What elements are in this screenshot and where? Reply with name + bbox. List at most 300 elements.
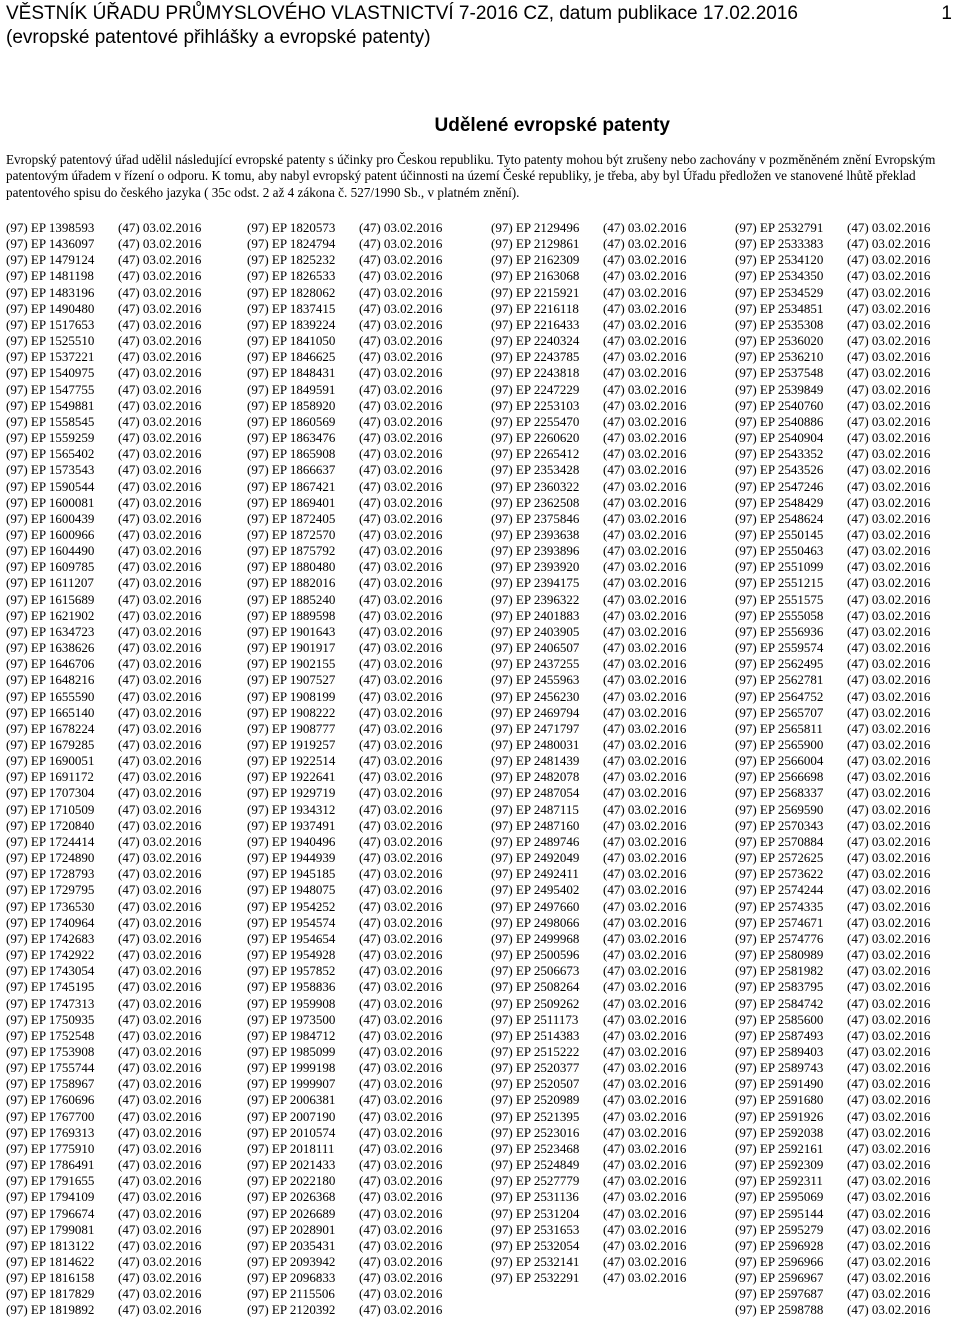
- grant-date: (47) 03.02.2016: [603, 365, 687, 381]
- grant-date: (47) 03.02.2016: [847, 413, 931, 429]
- patent-number: (97) EP 1634723: [6, 623, 95, 639]
- grant-date: (47) 03.02.2016: [603, 963, 687, 979]
- patent-number: (97) EP 2497660: [491, 898, 580, 914]
- grant-date: (47) 03.02.2016: [118, 300, 202, 316]
- patent-entry: [491, 1238, 731, 1254]
- grant-date: (47) 03.02.2016: [847, 914, 931, 930]
- grant-date: (47) 03.02.2016: [603, 478, 687, 494]
- patent-entry: [247, 1125, 487, 1141]
- patent-number: (97) EP 2437255: [491, 656, 580, 672]
- grant-date: (47) 03.02.2016: [359, 737, 443, 752]
- patent-entry: [6, 252, 246, 268]
- patent-number: (97) EP 1743054: [6, 963, 95, 979]
- patent-number: (97) EP 1985099: [247, 1043, 336, 1059]
- grant-date: (47) 03.02.2016: [603, 300, 687, 316]
- grant-date: (47) 03.02.2016: [603, 898, 687, 914]
- grant-date: (47) 03.02.2016: [118, 785, 202, 801]
- patent-entry: [6, 1060, 246, 1076]
- patent-number: (97) EP 2589743: [735, 1060, 824, 1076]
- patent-entry: [247, 527, 487, 543]
- patent-entry: [735, 495, 960, 511]
- patent-number: (97) EP 2573622: [735, 866, 824, 882]
- grant-date: (47) 03.02.2016: [603, 656, 687, 672]
- patent-number: (97) EP 1775910: [6, 1140, 95, 1156]
- patent-number: (97) EP 1481198: [6, 268, 94, 284]
- patent-entry: [735, 769, 960, 785]
- patent-number: (97) EP 2551215: [735, 575, 824, 591]
- patent-entry: [247, 365, 487, 381]
- patent-number: (97) EP 2120392: [247, 1302, 336, 1318]
- grant-date: (47) 03.02.2016: [359, 1189, 443, 1205]
- patent-number: (97) EP 1948075: [247, 882, 336, 898]
- patent-number: (97) EP 2396322: [491, 591, 580, 607]
- patent-number: (97) EP 2566698: [735, 769, 824, 785]
- patent-number: (97) EP 1747313: [6, 995, 95, 1011]
- patent-number: (97) EP 2021433: [247, 1157, 336, 1173]
- patent-entry: [491, 899, 731, 915]
- patent-entry: [247, 398, 487, 414]
- patent-entry: [735, 947, 960, 963]
- patent-entry: [247, 866, 487, 882]
- patent-entry: [6, 785, 246, 801]
- patent-entry: [247, 882, 487, 898]
- patent-entry: [491, 398, 731, 414]
- patent-entry: [247, 252, 487, 268]
- patent-entry: [735, 915, 960, 931]
- patent-number: (97) EP 1755744: [6, 1060, 95, 1076]
- grant-date: (47) 03.02.2016: [359, 381, 443, 397]
- grant-date: (47) 03.02.2016: [359, 300, 443, 316]
- grant-date: (47) 03.02.2016: [359, 591, 443, 607]
- patent-entry: [6, 737, 246, 753]
- patent-number: (97) EP 2550145: [735, 526, 824, 542]
- patent-number: (97) EP 1740964: [6, 914, 95, 930]
- grant-date: (47) 03.02.2016: [603, 688, 687, 704]
- patent-entry: [735, 1302, 960, 1318]
- patent-entry: [247, 462, 487, 478]
- grant-date: (47) 03.02.2016: [359, 720, 443, 736]
- grant-date: (47) 03.02.2016: [847, 478, 931, 494]
- patent-number: (97) EP 2589403: [735, 1043, 824, 1059]
- grant-date: (47) 03.02.2016: [847, 979, 931, 995]
- patent-entry: [491, 1028, 731, 1044]
- patent-number: (97) EP 1973500: [247, 1011, 336, 1027]
- grant-date: (47) 03.02.2016: [359, 478, 443, 494]
- grant-date: (47) 03.02.2016: [847, 1108, 931, 1124]
- grant-date: (47) 03.02.2016: [359, 607, 443, 623]
- patent-number: (97) EP 2010574: [247, 1124, 336, 1140]
- grant-date: (47) 03.02.2016: [603, 1027, 687, 1043]
- patent-entry: [735, 672, 960, 688]
- grant-date: (47) 03.02.2016: [603, 543, 687, 559]
- grant-date: (47) 03.02.2016: [359, 947, 443, 963]
- patent-entry: [735, 559, 960, 575]
- patent-entry: [491, 689, 731, 705]
- patent-entry: [247, 737, 487, 753]
- grant-date: (47) 03.02.2016: [603, 817, 687, 833]
- grant-date: (47) 03.02.2016: [118, 478, 202, 494]
- patent-number: (97) EP 1573543: [6, 462, 95, 478]
- patent-entry: [247, 1044, 487, 1060]
- patent-entry: [6, 721, 246, 737]
- patent-number: (97) EP 2597687: [735, 1286, 824, 1302]
- patent-number: (97) EP 2007190: [247, 1108, 336, 1124]
- patent-number: (97) EP 2401883: [491, 607, 580, 623]
- patent-number: (97) EP 1745195: [6, 979, 95, 995]
- patent-number: (97) EP 2216118: [491, 300, 579, 316]
- patent-entry: [735, 575, 960, 591]
- patent-number: (97) EP 1865908: [247, 446, 336, 462]
- patent-entry: [247, 947, 487, 963]
- patent-number: (97) EP 2129861: [491, 236, 580, 252]
- grant-date: (47) 03.02.2016: [118, 850, 202, 866]
- grant-date: (47) 03.02.2016: [359, 349, 443, 365]
- grant-date: (47) 03.02.2016: [359, 753, 443, 769]
- patent-entry: [247, 1060, 487, 1076]
- patent-entry: [735, 1028, 960, 1044]
- patent-number: (97) EP 1724414: [6, 833, 95, 849]
- patent-number: (97) EP 2539849: [735, 381, 824, 397]
- patent-number: (97) EP 1848431: [247, 365, 336, 381]
- patent-number: (97) EP 1796674: [6, 1205, 95, 1221]
- patent-entry: [247, 785, 487, 801]
- grant-date: (47) 03.02.2016: [359, 930, 443, 946]
- patent-number: (97) EP 2394175: [491, 575, 580, 591]
- patent-entry: [247, 769, 487, 785]
- patent-number: (97) EP 1937491: [247, 817, 336, 833]
- patent-number: (97) EP 1929719: [247, 785, 336, 801]
- grant-date: (47) 03.02.2016: [359, 543, 443, 559]
- patent-number: (97) EP 2548429: [735, 494, 824, 510]
- patent-entry: [6, 1222, 246, 1238]
- patent-entry: [247, 317, 487, 333]
- grant-date: (47) 03.02.2016: [118, 284, 202, 300]
- patent-entry: [735, 608, 960, 624]
- patent-number: (97) EP 2540904: [735, 430, 824, 446]
- patent-entry: [491, 1189, 731, 1205]
- grant-date: (47) 03.02.2016: [847, 704, 931, 720]
- grant-date: (47) 03.02.2016: [118, 1011, 202, 1027]
- patent-number: (97) EP 2574244: [735, 882, 824, 898]
- patent-entry: [491, 462, 731, 478]
- patent-entry: [247, 899, 487, 915]
- patent-entry: [735, 689, 960, 705]
- grant-date: (47) 03.02.2016: [118, 1157, 202, 1173]
- patent-entry: [6, 866, 246, 882]
- patent-number: (97) EP 2570343: [735, 817, 824, 833]
- patent-entry: [6, 979, 246, 995]
- grant-date: (47) 03.02.2016: [359, 1173, 443, 1189]
- grant-date: (47) 03.02.2016: [847, 640, 931, 656]
- patent-entry: [491, 1012, 731, 1028]
- patent-entry: [491, 608, 731, 624]
- patent-number: (97) EP 2543352: [735, 446, 824, 462]
- patent-number: (97) EP 1678224: [6, 720, 95, 736]
- patent-entry: [6, 705, 246, 721]
- patent-entry: [6, 672, 246, 688]
- patent-number: (97) EP 2520377: [491, 1060, 580, 1076]
- patent-number: (97) EP 1750935: [6, 1011, 95, 1027]
- patent-number: (97) EP 1814622: [6, 1254, 95, 1269]
- patent-entry: [735, 802, 960, 818]
- patent-number: (97) EP 1846625: [247, 349, 336, 365]
- patent-entry: [6, 511, 246, 527]
- grant-date: (47) 03.02.2016: [118, 381, 202, 397]
- patent-number: (97) EP 1837415: [247, 300, 336, 316]
- patent-number: (97) EP 2592309: [735, 1157, 824, 1173]
- patent-entry: [735, 979, 960, 995]
- grant-date: (47) 03.02.2016: [847, 397, 931, 413]
- patent-number: (97) EP 1959908: [247, 995, 336, 1011]
- patent-number: (97) EP 1758967: [6, 1076, 95, 1092]
- patent-entry: [6, 915, 246, 931]
- grant-date: (47) 03.02.2016: [847, 1173, 931, 1189]
- patent-number: (97) EP 2456230: [491, 688, 580, 704]
- patent-entry: [6, 527, 246, 543]
- patent-number: (97) EP 1820573: [247, 220, 336, 235]
- patent-entry: [735, 866, 960, 882]
- patent-number: (97) EP 2247229: [491, 381, 580, 397]
- patent-number: (97) EP 2564752: [735, 688, 824, 704]
- patent-entry: [735, 1157, 960, 1173]
- patent-entry: [735, 1222, 960, 1238]
- grant-date: (47) 03.02.2016: [847, 1302, 931, 1318]
- patent-entry: [491, 802, 731, 818]
- grant-date: (47) 03.02.2016: [359, 252, 443, 268]
- grant-date: (47) 03.02.2016: [847, 1060, 931, 1076]
- patent-number: (97) EP 1794109: [6, 1189, 95, 1205]
- grant-date: (47) 03.02.2016: [118, 1270, 202, 1286]
- patent-number: (97) EP 2595069: [735, 1189, 824, 1205]
- patent-number: (97) EP 2592311: [735, 1173, 823, 1189]
- grant-date: (47) 03.02.2016: [847, 866, 931, 882]
- patent-entry: [6, 398, 246, 414]
- grant-date: (47) 03.02.2016: [847, 1027, 931, 1043]
- patent-number: (97) EP 2595279: [735, 1221, 824, 1237]
- grant-date: (47) 03.02.2016: [603, 333, 687, 349]
- patent-entry: [491, 1092, 731, 1108]
- grant-date: (47) 03.02.2016: [847, 753, 931, 769]
- patent-number: (97) EP 1600081: [6, 494, 95, 510]
- grant-date: (47) 03.02.2016: [118, 720, 202, 736]
- grant-date: (47) 03.02.2016: [847, 333, 931, 349]
- grant-date: (47) 03.02.2016: [603, 1140, 687, 1156]
- grant-date: (47) 03.02.2016: [118, 737, 202, 752]
- grant-date: (47) 03.02.2016: [118, 397, 202, 413]
- patent-number: (97) EP 1558545: [6, 413, 95, 429]
- patent-entry: [735, 850, 960, 866]
- patent-number: (97) EP 1791655: [6, 1173, 95, 1189]
- patent-number: (97) EP 1600966: [6, 526, 95, 542]
- patent-number: (97) EP 1525510: [6, 333, 95, 349]
- patent-entry: [247, 592, 487, 608]
- patent-number: (97) EP 2562495: [735, 656, 824, 672]
- patent-entry: [6, 592, 246, 608]
- patent-entry: [735, 317, 960, 333]
- patent-number: (97) EP 2393896: [491, 543, 580, 559]
- grant-date: (47) 03.02.2016: [847, 1092, 931, 1108]
- patent-number: (97) EP 1841050: [247, 333, 336, 349]
- patent-entry: [491, 365, 731, 381]
- patent-entry: [491, 559, 731, 575]
- patent-entry: [247, 495, 487, 511]
- page-header: [6, 2, 956, 50]
- patent-number: (97) EP 1825232: [247, 252, 336, 268]
- patent-entry: [247, 1173, 487, 1189]
- patent-entry: [491, 414, 731, 430]
- grant-date: (47) 03.02.2016: [603, 1221, 687, 1237]
- patent-number: (97) EP 2587493: [735, 1027, 824, 1043]
- patent-entry: [6, 1044, 246, 1060]
- patent-number: (97) EP 2255470: [491, 413, 580, 429]
- patent-number: (97) EP 2393638: [491, 526, 580, 542]
- patent-number: (97) EP 2129496: [491, 220, 580, 235]
- grant-date: (47) 03.02.2016: [847, 462, 931, 478]
- patent-number: (97) EP 2562781: [735, 672, 824, 688]
- grant-date: (47) 03.02.2016: [603, 252, 687, 268]
- grant-date: (47) 03.02.2016: [118, 446, 202, 462]
- patent-number: (97) EP 2574671: [735, 914, 824, 930]
- grant-date: (47) 03.02.2016: [359, 1140, 443, 1156]
- patent-entry: [247, 543, 487, 559]
- grant-date: (47) 03.02.2016: [603, 1173, 687, 1189]
- grant-date: (47) 03.02.2016: [603, 1270, 687, 1286]
- patent-entry: [735, 301, 960, 317]
- patent-entry: [491, 285, 731, 301]
- grant-date: (47) 03.02.2016: [118, 1286, 202, 1302]
- patent-number: (97) EP 2243818: [491, 365, 580, 381]
- grant-date: (47) 03.02.2016: [603, 413, 687, 429]
- grant-date: (47) 03.02.2016: [847, 430, 931, 446]
- grant-date: (47) 03.02.2016: [359, 801, 443, 817]
- grant-date: (47) 03.02.2016: [603, 284, 687, 300]
- patent-number: (97) EP 2596967: [735, 1270, 824, 1286]
- patent-entry: [247, 333, 487, 349]
- patent-number: (97) EP 1984712: [247, 1027, 336, 1043]
- patent-number: (97) EP 2531653: [491, 1221, 580, 1237]
- grant-date: (47) 03.02.2016: [118, 1189, 202, 1205]
- patent-number: (97) EP 2492411: [491, 866, 579, 882]
- grant-date: (47) 03.02.2016: [847, 526, 931, 542]
- grant-date: (47) 03.02.2016: [359, 462, 443, 478]
- patent-number: (97) EP 2532054: [491, 1237, 580, 1253]
- patent-entry: [491, 1141, 731, 1157]
- patent-number: (97) EP 2534851: [735, 300, 824, 316]
- patent-entry: [735, 1189, 960, 1205]
- patent-entry: [6, 1302, 246, 1318]
- patent-number: (97) EP 2506673: [491, 963, 580, 979]
- patent-number: (97) EP 1858920: [247, 397, 336, 413]
- grant-date: (47) 03.02.2016: [118, 1140, 202, 1156]
- patent-number: (97) EP 1398593: [6, 220, 95, 235]
- patent-entry: [247, 446, 487, 462]
- patent-number: (97) EP 2583795: [735, 979, 824, 995]
- patent-number: (97) EP 1611207: [6, 575, 94, 591]
- patent-entry: [735, 1206, 960, 1222]
- patent-entry: [491, 963, 731, 979]
- grant-date: (47) 03.02.2016: [847, 995, 931, 1011]
- patent-number: (97) EP 1901917: [247, 640, 336, 656]
- patent-entry: [491, 382, 731, 398]
- grant-date: (47) 03.02.2016: [847, 559, 931, 575]
- patent-entry: [6, 931, 246, 947]
- patent-entry: [735, 333, 960, 349]
- patent-number: (97) EP 1729795: [6, 882, 95, 898]
- patent-entry: [247, 479, 487, 495]
- grant-date: (47) 03.02.2016: [118, 1108, 202, 1124]
- patent-entry: [247, 996, 487, 1012]
- grant-date: (47) 03.02.2016: [847, 510, 931, 526]
- grant-date: (47) 03.02.2016: [359, 979, 443, 995]
- patent-entry: [735, 1012, 960, 1028]
- section-title: Udělené evropské patenty: [434, 115, 670, 136]
- patent-entry: [247, 1270, 487, 1286]
- patent-column: [247, 220, 487, 1319]
- patent-entry: [247, 1141, 487, 1157]
- patent-number: (97) EP 2006381: [247, 1092, 336, 1108]
- patent-number: (97) EP 1875792: [247, 543, 336, 559]
- patent-number: (97) EP 1885240: [247, 591, 336, 607]
- patent-number: (97) EP 2511173: [491, 1011, 579, 1027]
- patent-entry: [247, 753, 487, 769]
- grant-date: (47) 03.02.2016: [118, 979, 202, 995]
- grant-date: (47) 03.02.2016: [118, 704, 202, 720]
- grant-date: (47) 03.02.2016: [603, 397, 687, 413]
- patent-entry: [735, 511, 960, 527]
- patent-entry: [6, 624, 246, 640]
- patent-number: (97) EP 2487160: [491, 817, 580, 833]
- patent-entry: [247, 834, 487, 850]
- patent-entry: [735, 382, 960, 398]
- patent-entry: [491, 220, 731, 236]
- grant-date: (47) 03.02.2016: [118, 995, 202, 1011]
- grant-date: (47) 03.02.2016: [603, 1254, 687, 1269]
- patent-entry: [6, 656, 246, 672]
- grant-date: (47) 03.02.2016: [603, 510, 687, 526]
- patent-number: (97) EP 1957852: [247, 963, 336, 979]
- patent-number: (97) EP 2026689: [247, 1205, 336, 1221]
- patent-entry: [491, 996, 731, 1012]
- patent-entry: [491, 979, 731, 995]
- grant-date: (47) 03.02.2016: [118, 252, 202, 268]
- grant-date: (47) 03.02.2016: [359, 1060, 443, 1076]
- patent-number: (97) EP 2596928: [735, 1237, 824, 1253]
- grant-date: (47) 03.02.2016: [847, 252, 931, 268]
- grant-date: (47) 03.02.2016: [847, 1140, 931, 1156]
- patent-entry: [6, 1076, 246, 1092]
- grant-date: (47) 03.02.2016: [118, 769, 202, 785]
- patent-entry: [491, 785, 731, 801]
- patent-number: (97) EP 2547246: [735, 478, 824, 494]
- grant-date: (47) 03.02.2016: [847, 575, 931, 591]
- patent-number: (97) EP 1655590: [6, 688, 95, 704]
- patent-number: (97) EP 2455963: [491, 672, 580, 688]
- patent-entry: [6, 365, 246, 381]
- grant-date: (47) 03.02.2016: [118, 413, 202, 429]
- patent-number: (97) EP 1436097: [6, 236, 95, 252]
- patent-entry: [247, 721, 487, 737]
- grant-date: (47) 03.02.2016: [847, 1254, 931, 1269]
- grant-date: (47) 03.02.2016: [603, 591, 687, 607]
- patent-number: (97) EP 2596966: [735, 1254, 824, 1269]
- grant-date: (47) 03.02.2016: [847, 1124, 931, 1140]
- patent-entry: [491, 317, 731, 333]
- grant-date: (47) 03.02.2016: [603, 930, 687, 946]
- bulletin-subtitle: (evropské patentové přihlášky a evropské patenty): [6, 27, 431, 48]
- grant-date: (47) 03.02.2016: [603, 526, 687, 542]
- grant-date: (47) 03.02.2016: [847, 801, 931, 817]
- grant-date: (47) 03.02.2016: [359, 866, 443, 882]
